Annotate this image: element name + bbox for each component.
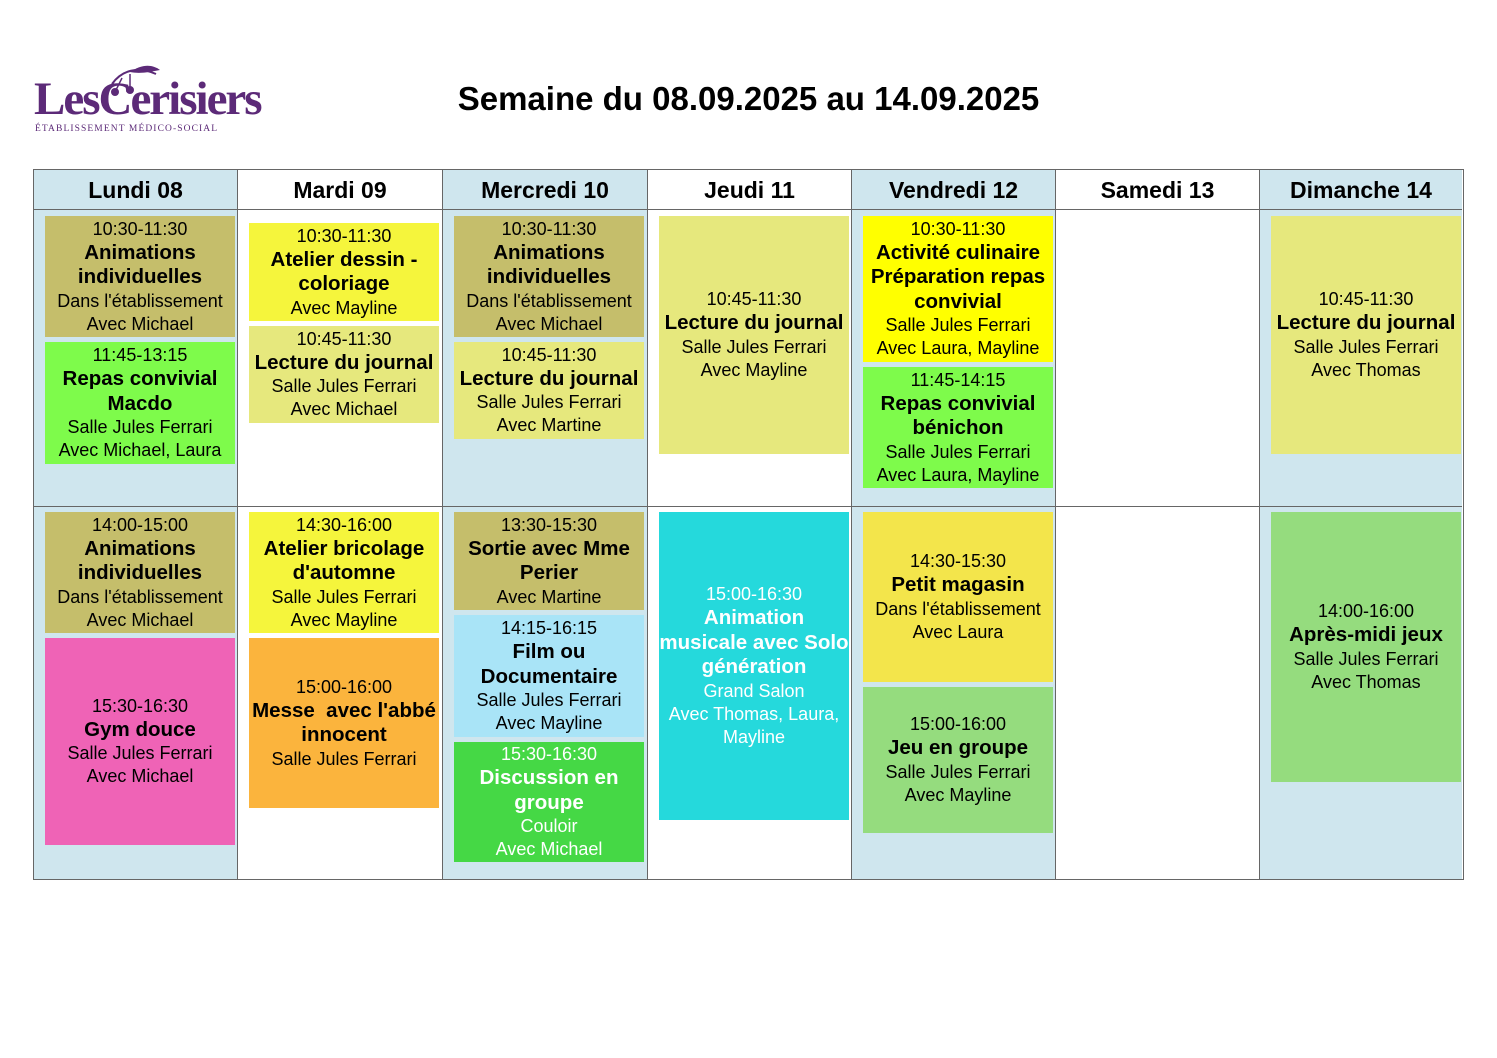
event-name: Atelier bricolage d'automne (263, 536, 425, 584)
event-name: Animations individuelles (486, 240, 612, 288)
event-name: Discussion en groupe (479, 766, 619, 814)
event-location: Salle Jules Ferrari (67, 743, 213, 764)
event-card[interactable] (659, 216, 849, 454)
event-name: Lecture du journal (1276, 311, 1456, 335)
event-name: Repas convivial bénichon (880, 391, 1036, 439)
morning-afternoon-divider (1056, 506, 1259, 507)
event-time: 14:30-15:30 (909, 551, 1007, 572)
event-location: Salle Jules Ferrari (476, 690, 622, 710)
event-time: 14:00-15:00 (91, 514, 189, 535)
event-card[interactable] (454, 742, 644, 862)
weekly-schedule-table (33, 169, 1464, 880)
day-header: Mardi 09 (238, 170, 442, 210)
event-staff: Avec Michael (86, 766, 194, 787)
event-card[interactable] (45, 638, 235, 845)
morning-afternoon-divider (1260, 506, 1462, 507)
event-location: Salle Jules Ferrari (681, 336, 827, 357)
day-column-friday (852, 170, 1056, 879)
event-staff: Avec Laura, Mayline (876, 464, 1040, 485)
event-name: Messe avec l'abbé innocent (252, 698, 442, 746)
event-name: Animation musicale avec Solo génération (659, 606, 849, 679)
event-card[interactable] (863, 216, 1053, 362)
event-time: 14:30-16:00 (295, 514, 393, 535)
event-time: 15:00-16:30 (705, 584, 803, 605)
event-location: Avec Martine (496, 586, 602, 607)
event-location: Couloir (520, 816, 578, 836)
event-card[interactable] (454, 216, 644, 337)
event-staff: Avec Michael (86, 609, 194, 630)
event-staff: Avec Mayline (700, 359, 808, 380)
event-name: Film ou Documentaire (480, 640, 618, 688)
event-time: 13:30-15:30 (500, 514, 598, 535)
logo-subtitle: ÉTABLISSEMENT MÉDICO-SOCIAL (35, 124, 219, 134)
event-staff: Avec Thomas, Laura, Mayline (668, 703, 840, 747)
event-name: Activité culinaire Préparation repas convivial (870, 240, 1046, 313)
event-location: Salle Jules Ferrari (1293, 648, 1439, 669)
event-time: 15:00-16:00 (909, 714, 1007, 735)
event-name: Lecture du journal (664, 311, 844, 335)
event-location: Dans l'établissement (875, 598, 1041, 619)
event-card[interactable] (659, 512, 849, 820)
event-staff: Avec Mayline (904, 784, 1012, 805)
event-time: 14:15-16:15 (500, 618, 598, 638)
event-location: Dans l'établissement (466, 290, 632, 311)
morning-afternoon-divider (34, 506, 237, 507)
event-staff: Avec Michael (86, 313, 194, 334)
event-location: Salle Jules Ferrari (885, 441, 1031, 462)
event-name: Après-midi jeux (1289, 623, 1443, 647)
event-time: 11:45-14:15 (910, 369, 1006, 390)
event-location: Salle Jules Ferrari (67, 417, 213, 437)
event-time: 10:45-11:30 (1318, 289, 1414, 310)
event-card[interactable] (249, 512, 439, 633)
event-name: Sortie avec Mme Perier (468, 536, 630, 584)
day-column-saturday (1056, 170, 1260, 879)
event-staff: Avec Martine (496, 415, 602, 436)
day-column-wednesday (443, 170, 648, 879)
morning-afternoon-divider (852, 506, 1055, 507)
event-time: 10:30-11:30 (92, 218, 188, 239)
logo-wordmark: LesCerisiers (34, 73, 261, 125)
event-card[interactable] (454, 342, 644, 439)
event-location: Salle Jules Ferrari (885, 761, 1031, 782)
day-column-tuesday (238, 170, 443, 879)
event-location: Salle Jules Ferrari (1293, 336, 1439, 357)
event-name: Gym douce (84, 717, 196, 741)
event-card[interactable] (863, 687, 1053, 833)
event-card[interactable] (249, 326, 439, 423)
event-staff: Avec Thomas (1311, 359, 1421, 380)
event-card[interactable] (249, 223, 439, 321)
event-card[interactable] (1271, 512, 1461, 782)
event-card[interactable] (863, 512, 1053, 682)
event-time: 14:00-16:00 (1317, 601, 1415, 622)
event-name: Atelier dessin - coloriage (270, 247, 418, 295)
event-time: 11:45-13:15 (92, 345, 188, 365)
event-name: Petit magasin (891, 573, 1025, 597)
event-staff: Avec Michael (495, 313, 603, 334)
event-card[interactable] (454, 615, 644, 737)
event-staff: Avec Michael (495, 839, 603, 859)
day-header: Mercredi 10 (443, 170, 647, 210)
day-column-thursday (648, 170, 852, 879)
day-header: Vendredi 12 (852, 170, 1055, 210)
event-card[interactable] (45, 342, 235, 464)
event-card[interactable] (454, 512, 644, 610)
page-title: Semaine du 08.09.2025 au 14.09.2025 (457, 80, 1040, 117)
event-staff: Avec Michael, Laura (58, 440, 222, 460)
event-card[interactable] (45, 216, 235, 337)
day-header: Dimanche 14 (1260, 170, 1462, 210)
event-location: Salle Jules Ferrari (271, 748, 417, 769)
event-staff: Avec Laura (912, 621, 1004, 642)
event-time: 10:45-11:30 (296, 328, 392, 349)
event-time: 10:30-11:30 (501, 218, 597, 239)
event-location: Salle Jules Ferrari (271, 586, 417, 607)
morning-afternoon-divider (443, 506, 647, 507)
event-card[interactable] (249, 638, 442, 808)
event-location: Grand Salon (703, 680, 805, 701)
event-name: Jeu en groupe (887, 736, 1029, 760)
event-staff: Avec Mayline (495, 713, 603, 733)
event-card[interactable] (1271, 216, 1461, 454)
event-location: Avec Mayline (290, 297, 398, 318)
morning-afternoon-divider (648, 506, 851, 507)
event-staff: Avec Michael (290, 399, 398, 420)
event-location: Salle Jules Ferrari (885, 315, 1031, 336)
event-name: Animations individuelles (77, 240, 203, 288)
event-staff: Avec Thomas (1311, 671, 1421, 692)
event-staff: Avec Mayline (290, 609, 398, 630)
event-staff: Avec Laura, Mayline (876, 338, 1040, 359)
event-time: 15:30-16:30 (91, 695, 189, 716)
day-header: Samedi 13 (1056, 170, 1259, 210)
day-header: Lundi 08 (34, 170, 237, 210)
event-time: 10:30-11:30 (910, 218, 1006, 239)
event-name: Animations individuelles (77, 536, 203, 584)
event-time: 10:30-11:30 (296, 225, 392, 246)
event-time: 15:00-16:00 (295, 676, 393, 697)
day-column-monday (34, 170, 238, 879)
event-card[interactable] (863, 367, 1053, 488)
morning-afternoon-divider (238, 506, 442, 507)
event-location: Salle Jules Ferrari (476, 392, 622, 413)
event-name: Repas convivial Macdo (62, 367, 218, 415)
event-name: Lecture du journal (459, 366, 639, 390)
event-location: Salle Jules Ferrari (271, 376, 417, 397)
event-time: 10:45-11:30 (706, 289, 802, 310)
event-location: Dans l'établissement (57, 290, 223, 311)
event-time: 15:30-16:30 (500, 744, 598, 764)
day-column-sunday (1260, 170, 1462, 879)
event-time: 10:45-11:30 (501, 344, 597, 365)
event-location: Dans l'établissement (57, 586, 223, 607)
event-name: Lecture du journal (254, 350, 434, 374)
event-card[interactable] (45, 512, 235, 633)
day-header: Jeudi 11 (648, 170, 851, 210)
